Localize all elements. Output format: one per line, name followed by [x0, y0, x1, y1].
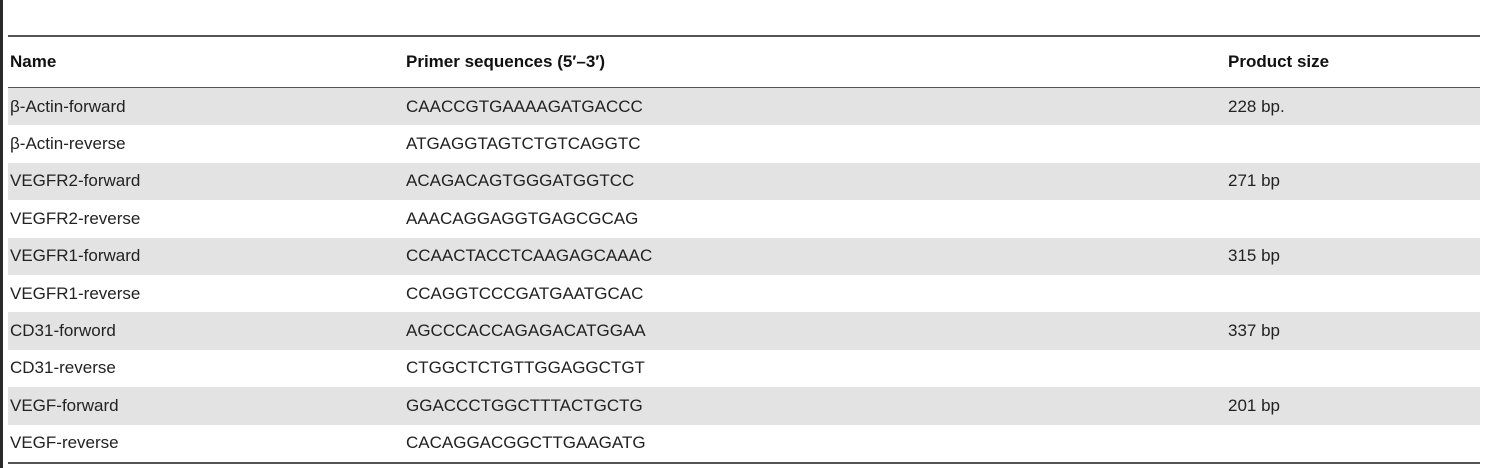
- primer-name: VEGF-forward: [10, 395, 119, 415]
- page-left-border: [0, 0, 3, 468]
- product-size: 271 bp: [1228, 171, 1280, 191]
- primer-name: VEGFR1-reverse: [10, 283, 141, 303]
- table-row: [8, 350, 1480, 387]
- product-size: 201 bp: [1228, 395, 1280, 415]
- table-bottom-rule: [8, 462, 1480, 464]
- primer-name: CD31-reverse: [10, 358, 116, 378]
- primer-name: β-Actin-reverse: [10, 134, 126, 154]
- product-size: 315 bp: [1228, 246, 1280, 266]
- table-row: [8, 275, 1480, 312]
- primer-sequence: CACAGGACGGCTTGAAGATG: [406, 433, 646, 453]
- table-row: [8, 312, 1480, 349]
- header-primer-sequences: Primer sequences (5′–3′): [406, 52, 606, 71]
- table-row: [8, 425, 1480, 462]
- primer-name: VEGFR1-forward: [10, 246, 141, 266]
- primer-name: CD31-forword: [10, 321, 116, 341]
- table-header-row: [8, 37, 1480, 87]
- primer-sequence: ACAGACAGTGGGATGGTCC: [406, 171, 635, 191]
- primer-sequence: GGACCCTGGCTTTACTGCTG: [406, 395, 643, 415]
- primer-sequence: CTGGCTCTGTTGGAGGCTGT: [406, 358, 645, 378]
- primer-sequence: ATGAGGTAGTCTGTCAGGTC: [406, 134, 641, 154]
- primer-name: VEGFR2-reverse: [10, 208, 141, 228]
- primer-table: [8, 35, 1480, 464]
- table-row: [8, 88, 1480, 125]
- primer-name: β-Actin-forward: [10, 96, 126, 116]
- header-name: Name: [10, 52, 57, 71]
- primer-sequence: CAACCGTGAAAAGATGACCC: [406, 96, 643, 116]
- table-row: [8, 387, 1480, 424]
- product-size: 228 bp.: [1228, 96, 1285, 116]
- primer-name: VEGFR2-forward: [10, 171, 141, 191]
- primer-name: VEGF-reverse: [10, 433, 119, 453]
- table-row: [8, 200, 1480, 237]
- primer-sequence: CCAGGTCCCGATGAATGCAC: [406, 283, 644, 303]
- table-row: [8, 238, 1480, 275]
- primer-sequence: AGCCCACCAGAGACATGGAA: [406, 321, 646, 341]
- primer-sequence: AAACAGGAGGTGAGCGCAG: [406, 208, 639, 228]
- table-row: [8, 125, 1480, 162]
- table-row: [8, 163, 1480, 200]
- product-size: 337 bp: [1228, 321, 1280, 341]
- header-product-size: Product size: [1228, 52, 1330, 71]
- primer-sequence: CCAACTACCTCAAGAGCAAAC: [406, 246, 653, 266]
